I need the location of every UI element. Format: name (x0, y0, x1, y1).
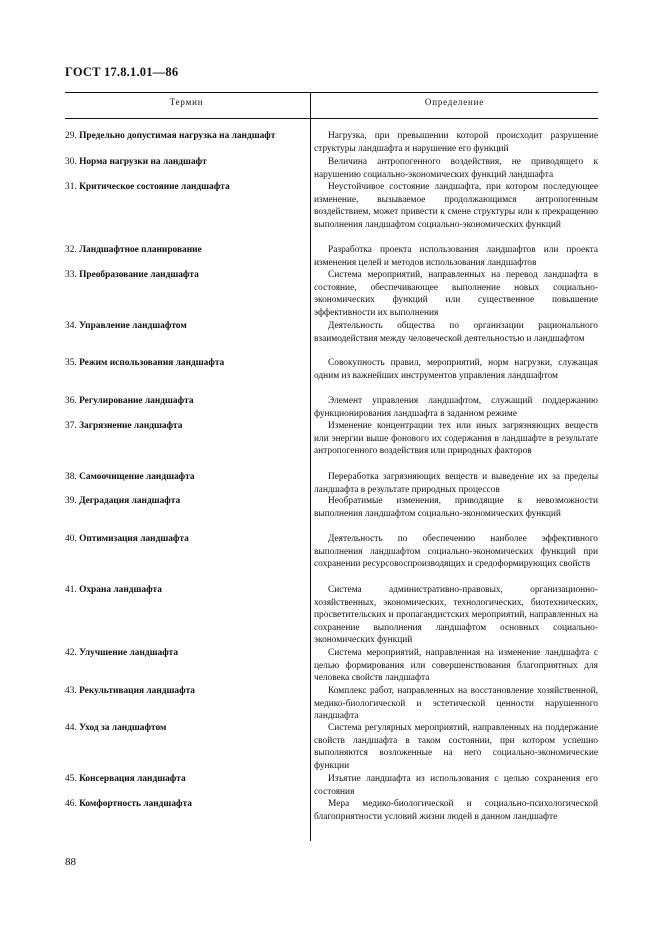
term-text: Улучшение ландшафта (79, 648, 179, 658)
term-number: 34. (65, 321, 77, 331)
term-text: Загрязнение ландшафта (79, 421, 183, 431)
term-text: Комфортность ландшафта (79, 799, 192, 809)
term-cell (65, 130, 305, 143)
definition-cell: Система мероприятий, направленная на изменение ландшафта с целью формирования или совершенствования благоприятных для человека свойств ландшафта (314, 648, 598, 684)
document-code: ГОСТ 17.8.1.01—86 (65, 65, 179, 79)
column-header-definition: Определение (424, 97, 485, 107)
term-text: Управление ландшафтом (79, 321, 187, 331)
term-text: Ландшафтное планирование (79, 245, 202, 255)
term-text: Норма нагрузки на ландшафт (79, 157, 207, 167)
term-cell (65, 357, 305, 370)
term-text: Рекультивация ландшафта (79, 686, 195, 696)
term-number: 41. (65, 585, 77, 595)
term-number: 43. (65, 686, 77, 696)
term-cell (65, 156, 305, 169)
term-cell (65, 533, 305, 546)
term-text: Самоочищение ландшафта (79, 472, 195, 482)
definition-cell: Разработка проекта использования ландшафтов или проекта изменения целей и методов использования ландшафтов (314, 245, 598, 268)
column-header-term: Термин (169, 97, 204, 107)
term-text: Оптимизация ландшафта (79, 534, 189, 544)
definition-cell: Деятельность общества по организации рационального взаимодействия между человеческой деятельностью и ландшафтом (314, 321, 598, 344)
definition-cell: Элемент управления ландшафтом, служащий поддержанию функционирования ландшафта в заданном режиме (314, 396, 598, 419)
term-cell (65, 647, 305, 660)
term-cell (65, 244, 305, 257)
term-text: Критическое состояние ландшафта (79, 182, 230, 192)
term-number: 36. (65, 396, 77, 406)
term-number: 37. (65, 421, 77, 431)
term-cell (65, 584, 305, 597)
column-divider (310, 93, 311, 841)
term-number: 42. (65, 648, 77, 658)
definition-cell: Деятельность по обеспечению наиболее эффективного выполнения ландшафтом социально-экономических функций при сохранении ресурсовоспроизводящих и средоформирующих свойств (314, 534, 598, 570)
definition-cell: Мера медико-биологической и социально-психологической благоприятности условий жизни людей в данном ландшафте (314, 799, 598, 822)
term-text: Регулирование ландшафта (79, 396, 194, 406)
definition-cell: Неустойчивое состояние ландшафта, при котором последующее изменение, вызываемое продолжающимся антропогенным воздействием, может привести к смене структуры или к прекращению выполнения ландшафтом социально-экономических функций (314, 182, 598, 230)
definition-cell: Система административно-правовых, организационно-хозяйственных, экономических, технологических, биотехнических, просветительских и пропагандистских мероприятий, направленных на сохранение выполнения ландшафтом основных социально-экономических функций (314, 585, 598, 646)
term-text: Уход за ландшафтом (79, 723, 167, 733)
term-number: 45. (65, 774, 77, 784)
term-cell (65, 722, 305, 735)
term-number: 29. (65, 131, 77, 141)
definition-cell: Величина антропогенного воздействия, не приводящего к нарушению социально-экономических функций ландшафта (314, 157, 598, 180)
term-cell (65, 269, 305, 282)
term-number: 31. (65, 182, 77, 192)
term-number: 30. (65, 157, 77, 167)
term-number: 33. (65, 270, 77, 280)
term-cell (65, 798, 305, 811)
definition-cell: Изменение концентрации тех или иных загрязняющих веществ или энергии выше фонового их содержания в ландшафте в результате антропогенного воздействия или природных факторов (314, 421, 598, 457)
term-text: Предельно допустимая нагрузка на ландшафт (79, 131, 276, 141)
header-separator (65, 118, 598, 119)
term-cell (65, 685, 305, 698)
term-cell (65, 495, 305, 508)
table-top-border (65, 92, 598, 93)
term-number: 44. (65, 723, 77, 733)
definition-cell: Система регулярных мероприятий, направленных на поддержание свойств ландшафта в таком состоянии, при котором успешно выполняются возложенные на него социально-экономические функции (314, 723, 598, 771)
term-number: 39. (65, 496, 77, 506)
term-text: Деградация ландшафта (79, 496, 181, 506)
term-number: 40. (65, 534, 77, 544)
term-number: 38. (65, 472, 77, 482)
term-cell (65, 471, 305, 484)
term-cell (65, 773, 305, 786)
term-text: Преобразование ландшафта (79, 270, 199, 280)
term-cell (65, 181, 305, 194)
definition-cell: Изъятие ландшафта из использования с целью сохранения его состояния (314, 774, 598, 797)
term-text: Режим использования ландшафта (79, 358, 225, 368)
definition-cell: Система мероприятий, направленных на перевод ландшафта в состояние, обеспечивающее выполнение новых социально-экономических функций или существенное повышение эффективности их выполнения (314, 270, 598, 318)
term-text: Охрана ландшафта (79, 585, 162, 595)
term-cell (65, 420, 305, 433)
definition-cell: Совокупность правил, мероприятий, норм нагрузки, служащая одним из важнейших инструментов управления ландшафтом (314, 358, 598, 381)
term-text: Консервация ландшафта (79, 774, 186, 784)
term-cell (65, 395, 305, 408)
term-number: 46. (65, 799, 77, 809)
page-number: 88 (65, 856, 76, 868)
term-number: 32. (65, 245, 77, 255)
definition-cell: Переработка загрязняющих веществ и выведение их за пределы ландшафта в результате природных процессов (314, 472, 598, 495)
term-cell (65, 320, 305, 333)
definition-cell: Комплекс работ, направленных на восстановление хозяйственной, медико-биологической и эстетической ценности нарушенного ландшафта (314, 686, 598, 722)
definition-cell: Нагрузка, при превышении которой происходит разрушение структуры ландшафта и нарушение его функций (314, 131, 598, 154)
definition-cell: Необратимые изменения, приводящие к невозможности выполнения ландшафтом социально-экономических функций (314, 496, 598, 519)
term-number: 35. (65, 358, 77, 368)
